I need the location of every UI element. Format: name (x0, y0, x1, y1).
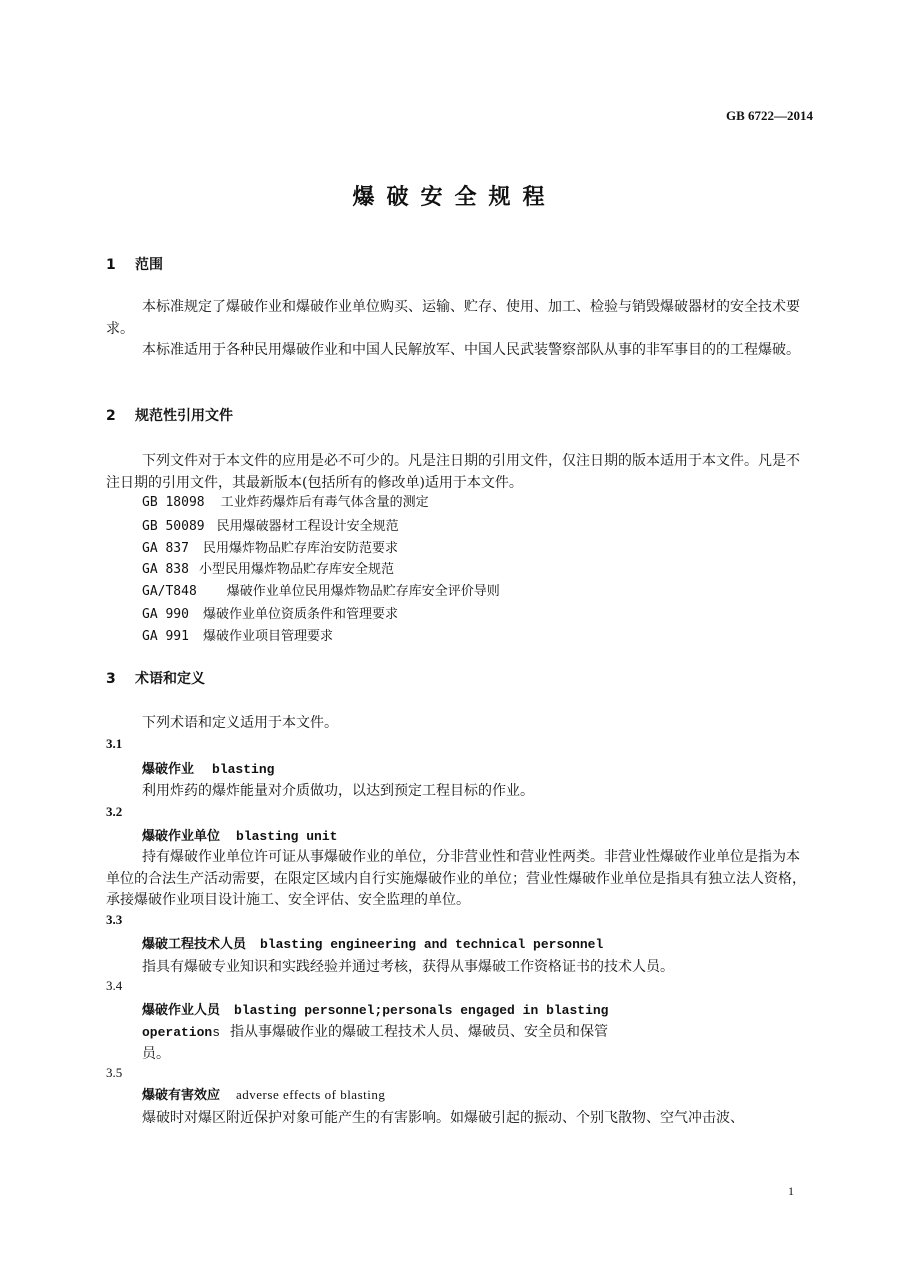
term-en: blasting personnel;personals engaged in blasting (234, 1003, 609, 1018)
term-cn: 爆破作业人员 (142, 1003, 221, 1018)
clause-number: 3.4 (106, 978, 123, 993)
section-1-paragraph-1: 本标准规定了爆破作业和爆破作业单位购买、运输、贮存、使用、加工、检验与销毁爆破器材的安全技术要求。 (106, 299, 800, 337)
term-heading-continued (142, 1021, 608, 1041)
reference-code: GA 837 (142, 541, 189, 556)
reference-code: GB 50089 (142, 519, 205, 534)
section-title: 规范性引用文件 (135, 408, 233, 424)
reference-code: GA 838 (142, 562, 189, 577)
term-definition-tail: 员。 (142, 1046, 170, 1062)
clause-number: 3.5 (106, 1065, 123, 1080)
term-cn: 爆破工程技术人员 (142, 937, 247, 952)
section-1-paragraph-2: 本标准适用于各种民用爆破作业和中国人民解放军、中国人民武装警察部队从事的非军事目的的工程爆破。 (142, 342, 800, 358)
reference-code: GA 991 (142, 629, 189, 644)
reference-title: 民用爆炸物品贮存库治安防范要求 (202, 541, 398, 556)
section-title: 范围 (135, 257, 163, 273)
reference-item (142, 491, 429, 510)
reference-item (142, 515, 399, 534)
term-heading (142, 1084, 385, 1103)
reference-title: 爆破作业单位民用爆炸物品贮存库安全评价导则 (226, 584, 500, 599)
term-en: blasting engineering and technical personnel (260, 937, 604, 952)
term-definition: 爆破时对爆区附近保护对象可能产生的有害影响。如爆破引起的振动、个别飞散物、空气冲击波、 (142, 1110, 744, 1126)
reference-code: GB 18098 (142, 495, 205, 510)
section-3-paragraph: 下列术语和定义适用于本文件。 (142, 715, 338, 731)
term-cn: 爆破作业 (142, 762, 195, 777)
reference-item (142, 625, 333, 644)
reference-title: 爆破作业单位资质条件和管理要求 (202, 607, 398, 622)
reference-item (142, 603, 398, 622)
section-3-heading (106, 668, 205, 688)
reference-code: GA/T848 (142, 584, 197, 599)
term-definition: 指从事爆破作业的爆破工程技术人员、爆破员、安全员和保管 (230, 1024, 609, 1040)
reference-code: GA 990 (142, 607, 189, 622)
document-title: 爆破安全规程 (352, 185, 557, 210)
page-number: 1 (788, 1184, 794, 1198)
section-number: 1 (106, 257, 116, 273)
term-heading (142, 825, 337, 844)
term-en-tail: s (212, 1025, 221, 1040)
term-cn: 爆破有害效应 (142, 1088, 221, 1103)
term-cn: 爆破作业单位 (142, 829, 221, 844)
term-en: adverse effects of blasting (236, 1087, 386, 1102)
section-1-heading (106, 254, 163, 274)
reference-title: 爆破作业项目管理要求 (202, 629, 333, 644)
term-definition: 持有爆破作业单位许可证从事爆破作业的单位，分非营业性和营业性两类。非营业性爆破作业单位是指为本单位的合法生产活动需要，在限定区域内自行实施爆破作业的单位；营业性爆破作业单位是指具有独立法人资格，承接爆破作业项目设计施工、安全评估、安全监理的单位。 (106, 849, 806, 908)
section-number: 3 (106, 671, 116, 687)
term-heading (142, 758, 274, 777)
section-number: 2 (106, 408, 116, 424)
reference-title: 民用爆破器材工程设计安全规范 (216, 519, 399, 534)
reference-item (142, 558, 394, 577)
term-definition: 利用炸药的爆炸能量对介质做功，以达到预定工程目标的作业。 (142, 783, 534, 799)
term-en: blasting (212, 762, 275, 777)
term-en: blasting unit (236, 829, 338, 844)
reference-title: 小型民用爆炸物品贮存库安全规范 (198, 562, 394, 577)
term-heading (142, 933, 603, 952)
standard-code: GB 6722—2014 (725, 108, 813, 123)
clause-number: 3.2 (106, 804, 123, 819)
section-title: 术语和定义 (135, 671, 205, 687)
clause-number: 3.1 (106, 736, 123, 751)
clause-number: 3.3 (106, 912, 123, 927)
reference-item (142, 537, 398, 556)
term-heading (142, 999, 608, 1018)
section-2-heading (106, 405, 233, 425)
reference-title: 工业炸药爆炸后有毒气体含量的测定 (220, 495, 429, 510)
term-en-continued: operation (142, 1025, 213, 1040)
reference-item (142, 580, 500, 599)
term-definition: 指具有爆破专业知识和实践经验并通过考核，获得从事爆破工作资格证书的技术人员。 (142, 959, 674, 975)
section-2-paragraph: 下列文件对于本文件的应用是必不可少的。凡是注日期的引用文件，仅注日期的版本适用于本文件。凡是不注日期的引用文件，其最新版本(包括所有的修改单)适用于本文件。 (106, 453, 800, 491)
